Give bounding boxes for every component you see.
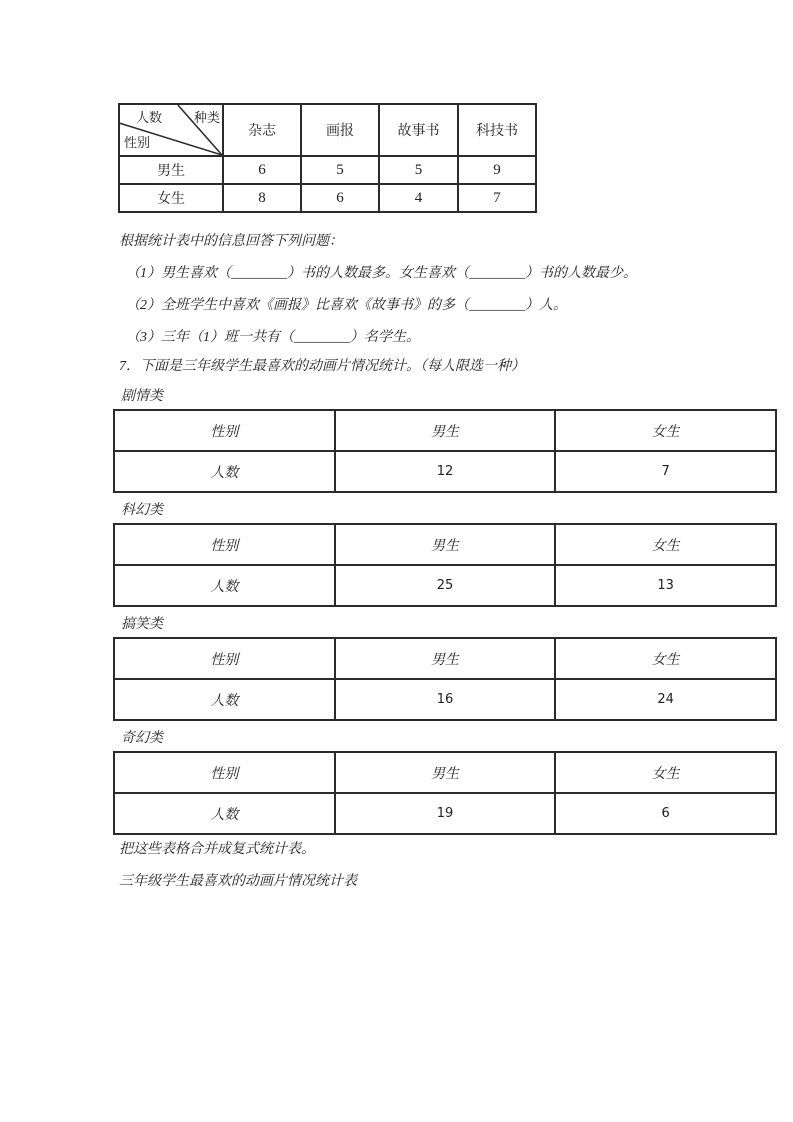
corner-gender-label: 性别 [124, 135, 151, 150]
category-label-fantasy: 奇幻类 [121, 731, 163, 746]
value-cell: 8 [223, 184, 301, 212]
book-stats-header-row [119, 104, 536, 156]
anime-table-scifi [113, 523, 777, 607]
category-label-drama: 剧情类 [121, 389, 163, 404]
header-girls: 女生 [555, 752, 776, 793]
value-cell: 9 [458, 156, 536, 184]
value-cell: 7 [458, 184, 536, 212]
value-cell: 4 [379, 184, 458, 212]
diagonal-header-cell [119, 104, 223, 156]
value-cell: 24 [555, 679, 776, 720]
row-label: 男生 [119, 156, 223, 184]
category-label-comedy: 搞笑类 [121, 617, 163, 632]
header-gender: 性别 [114, 638, 335, 679]
row-label-count: 人数 [114, 565, 335, 606]
column-header-pictorial: 画报 [301, 104, 379, 156]
book-stats-table [118, 103, 537, 213]
value-cell: 12 [335, 451, 556, 492]
column-header-magazine: 杂志 [223, 104, 301, 156]
row-label: 女生 [119, 184, 223, 212]
column-header-storybook: 故事书 [379, 104, 458, 156]
category-label-scifi: 科幻类 [121, 503, 163, 518]
question-7-title: 7．下面是三年级学生最喜欢的动画片情况统计。（每人限选一种） [119, 359, 525, 374]
header-boys: 男生 [335, 752, 556, 793]
table-data-row [114, 565, 776, 606]
header-gender: 性别 [114, 752, 335, 793]
row-label-count: 人数 [114, 679, 335, 720]
value-cell: 19 [335, 793, 556, 834]
corner-category-label: 种类 [193, 110, 220, 125]
header-girls: 女生 [555, 524, 776, 565]
header-girls: 女生 [555, 638, 776, 679]
anime-table-fantasy [113, 751, 777, 835]
header-gender: 性别 [114, 410, 335, 451]
value-cell: 6 [301, 184, 379, 212]
table-data-row [114, 679, 776, 720]
table-header-row [114, 638, 776, 679]
header-boys: 男生 [335, 638, 556, 679]
value-cell: 16 [335, 679, 556, 720]
value-cell: 5 [379, 156, 458, 184]
table-header-row [114, 410, 776, 451]
table-data-row [114, 451, 776, 492]
header-boys: 男生 [335, 524, 556, 565]
row-label-count: 人数 [114, 793, 335, 834]
table-header-row [114, 524, 776, 565]
value-cell: 7 [555, 451, 776, 492]
anime-table-comedy [113, 637, 777, 721]
value-cell: 13 [555, 565, 776, 606]
question-1: （1）男生喜欢（________）书的人数最多。女生喜欢（________）书的人数最少。 [126, 266, 637, 281]
column-header-sciencebook: 科技书 [458, 104, 536, 156]
row-label-count: 人数 [114, 451, 335, 492]
question-3: （3）三年（1）班一共有（________）名学生。 [126, 330, 420, 345]
merged-table-title: 三年级学生最喜欢的动画片情况统计表 [119, 874, 357, 889]
corner-count-label: 人数 [136, 110, 163, 125]
table-header-row [114, 752, 776, 793]
value-cell: 6 [223, 156, 301, 184]
table-row-boys [119, 156, 536, 184]
header-boys: 男生 [335, 410, 556, 451]
value-cell: 6 [555, 793, 776, 834]
question-2: （2）全班学生中喜欢《画报》比喜欢《故事书》的多（________）人。 [126, 298, 567, 313]
worksheet-content [113, 103, 777, 889]
value-cell: 25 [335, 565, 556, 606]
table-data-row [114, 793, 776, 834]
header-gender: 性别 [114, 524, 335, 565]
questions-intro: 根据统计表中的信息回答下列问题： [119, 234, 343, 249]
value-cell: 5 [301, 156, 379, 184]
table-row-girls [119, 184, 536, 212]
anime-table-drama [113, 409, 777, 493]
merge-instruction: 把这些表格合并成复式统计表。 [119, 842, 315, 857]
header-girls: 女生 [555, 410, 776, 451]
